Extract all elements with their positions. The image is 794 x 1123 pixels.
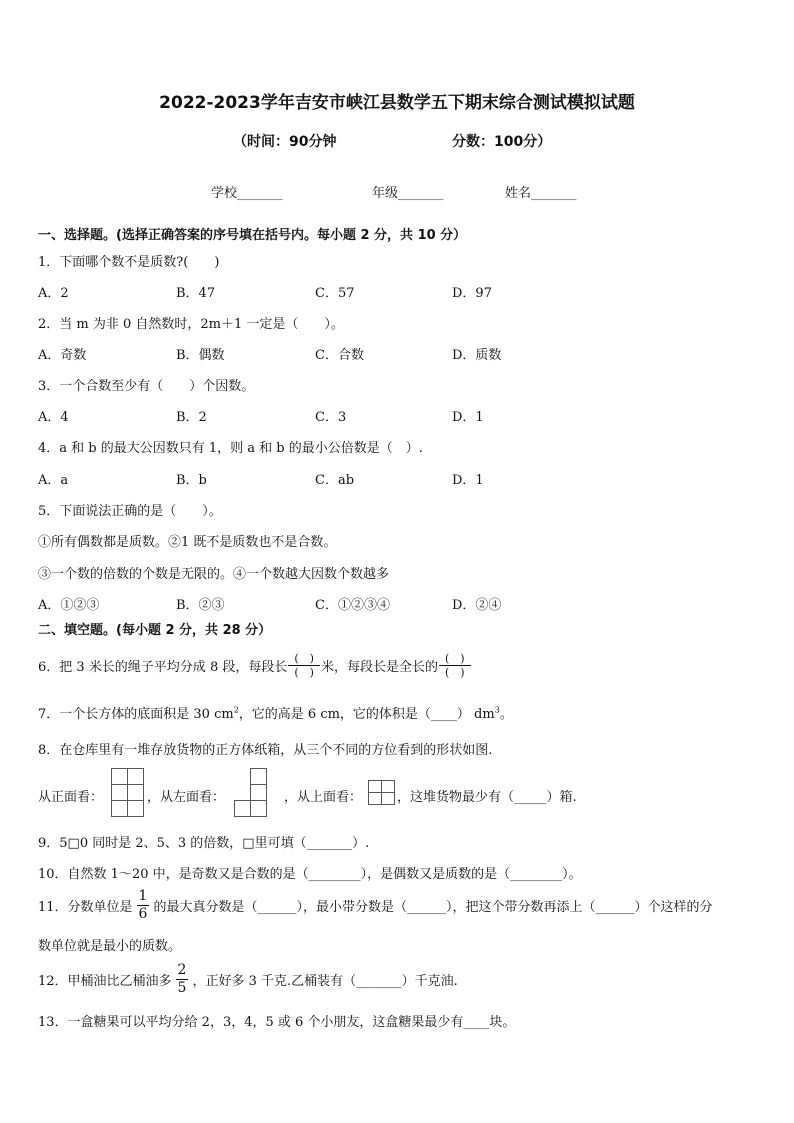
section1-heading: 一、选择题。(选择正确答案的序号填在括号内。每小题 2 分，共 10 分） bbox=[38, 228, 467, 243]
q1-option-c: C．57 bbox=[315, 286, 355, 301]
q11-fraction-numerator: 1 bbox=[138, 888, 148, 904]
question-13: 13．一盒糖果可以平均分给 2，3，4，5 或 6 个小朋友，这盒糖果最少有____块。 bbox=[38, 1015, 516, 1030]
question-9: 9．5□0 同时是 2、5、3 的倍数，□里可填（_______）. bbox=[38, 836, 370, 851]
q5-option-b: B．②③ bbox=[176, 598, 225, 613]
q11-text-a: 11．分数单位是 bbox=[38, 900, 133, 915]
q11-line-2: 数单位就是最小的质数。 bbox=[38, 939, 182, 954]
question-2: 2．当 m 为非 0 自然数时，2m＋1 一定是（ ）。 bbox=[38, 317, 344, 332]
q8-left-label: ，从左面看： bbox=[147, 790, 226, 805]
q6-text-b: 米，每段长是全长的 bbox=[320, 660, 438, 675]
q12-text-a: 12．甲桶油比乙桶油多 bbox=[38, 974, 172, 989]
q8-top-label: ，从上面看： bbox=[284, 790, 363, 805]
q11-fraction bbox=[137, 888, 150, 923]
q5-option-a: A．①②③ bbox=[38, 598, 100, 613]
q2-option-b: B．偶数 bbox=[176, 348, 225, 363]
top-view-diagram bbox=[368, 780, 396, 806]
q7-text-a: 7．一个长方体的底面积是 30 cm bbox=[38, 707, 234, 722]
q3-option-b: B．2 bbox=[176, 410, 207, 425]
q11-text-b: 的最大真分数是（______），最小带分数是（______），把这个带分数再添上（______）个这样的分 bbox=[153, 900, 713, 915]
q7-text-c: 。 bbox=[499, 707, 513, 722]
question-12 bbox=[38, 962, 458, 997]
q2-option-c: C．合数 bbox=[315, 348, 364, 363]
question-1: 1．下面哪个数不是质数?( ) bbox=[38, 255, 220, 270]
q8-front-label: 从正面看： bbox=[38, 790, 104, 805]
question-5: 5．下面说法正确的是（ ）。 bbox=[38, 504, 222, 519]
question-11 bbox=[38, 888, 712, 923]
left-view-diagram bbox=[234, 768, 268, 818]
grade-field: 年级_______ bbox=[372, 186, 444, 201]
q4-option-b: B．b bbox=[176, 473, 207, 488]
q3-option-d: D．1 bbox=[452, 410, 484, 425]
q7-sup-1: 2 bbox=[233, 705, 239, 715]
section2-heading: 二、填空题。(每小题 2 分，共 28 分） bbox=[38, 623, 272, 638]
q1-option-d: D．97 bbox=[452, 286, 492, 301]
q12-text-b: ，正好多 3 千克.乙桶装有（_______）千克油. bbox=[192, 974, 458, 989]
q6-fraction-1 bbox=[288, 652, 320, 679]
q2-option-d: D．质数 bbox=[452, 348, 502, 363]
q6-fraction-2 bbox=[439, 652, 471, 679]
q7-text-b: ，它的高是 6 cm，它的体积是（____） dm bbox=[238, 707, 495, 722]
q5-statement-line-1: ①所有偶数都是质数。②1 既不是质数也不是合数。 bbox=[38, 535, 337, 550]
q1-option-b: B．47 bbox=[176, 286, 216, 301]
name-field: 姓名_______ bbox=[505, 186, 577, 201]
question-3: 3．一个合数至少有（ ）个因数。 bbox=[38, 379, 255, 394]
q11-fraction-denominator: 6 bbox=[138, 906, 148, 922]
q12-fraction-denominator: 5 bbox=[177, 980, 187, 996]
q6-text-a: 6．把 3 米长的绳子平均分成 8 段，每段长 bbox=[38, 660, 288, 675]
q12-fraction-numerator: 2 bbox=[177, 962, 187, 978]
q5-option-c: C．①②③④ bbox=[315, 598, 390, 613]
q6-fraction-2-numerator: ( ) bbox=[439, 652, 471, 666]
q8-tail: ，这堆货物最少有（_____）箱. bbox=[397, 790, 577, 805]
q1-option-a: A．2 bbox=[38, 286, 69, 301]
q12-fraction bbox=[176, 962, 189, 997]
q7-sup-2: 3 bbox=[494, 705, 500, 715]
q2-option-a: A．奇数 bbox=[38, 348, 87, 363]
exam-score: 分数：100分） bbox=[452, 134, 552, 150]
q4-option-c: C．ab bbox=[315, 473, 355, 488]
q4-option-d: D．1 bbox=[452, 473, 484, 488]
page-title: 2022-2023学年吉安市峡江县数学五下期末综合测试模拟试题 bbox=[159, 93, 635, 113]
q4-option-a: A．a bbox=[38, 473, 69, 488]
q3-option-c: C．3 bbox=[315, 410, 347, 425]
question-10: 10．自然数 1～20 中，是奇数又是合数的是（________），是偶数又是质数的是（________）。 bbox=[38, 867, 582, 882]
q6-fraction-1-numerator: ( ) bbox=[288, 652, 320, 666]
school-field: 学校_______ bbox=[211, 186, 283, 201]
question-8: 8．在仓库里有一堆存放货物的正方体纸箱，从三个不同的方位看到的形状如图. bbox=[38, 743, 493, 758]
q3-option-a: A．4 bbox=[38, 410, 69, 425]
q6-fraction-1-denominator: ( ) bbox=[294, 666, 314, 679]
question-7 bbox=[38, 703, 513, 722]
question-6 bbox=[38, 652, 472, 679]
q5-option-d: D．②④ bbox=[452, 598, 502, 613]
question-4: 4．a 和 b 的最大公因数只有 1，则 a 和 b 的最小公倍数是（ ）. bbox=[38, 441, 423, 456]
q6-fraction-2-denominator: ( ) bbox=[444, 666, 465, 679]
q5-statement-line-2: ③一个数的倍数的个数是无限的。④一个数越大因数个数越多 bbox=[38, 567, 390, 582]
front-view-diagram bbox=[111, 768, 145, 818]
exam-time: （时间：90分钟 bbox=[233, 134, 337, 150]
